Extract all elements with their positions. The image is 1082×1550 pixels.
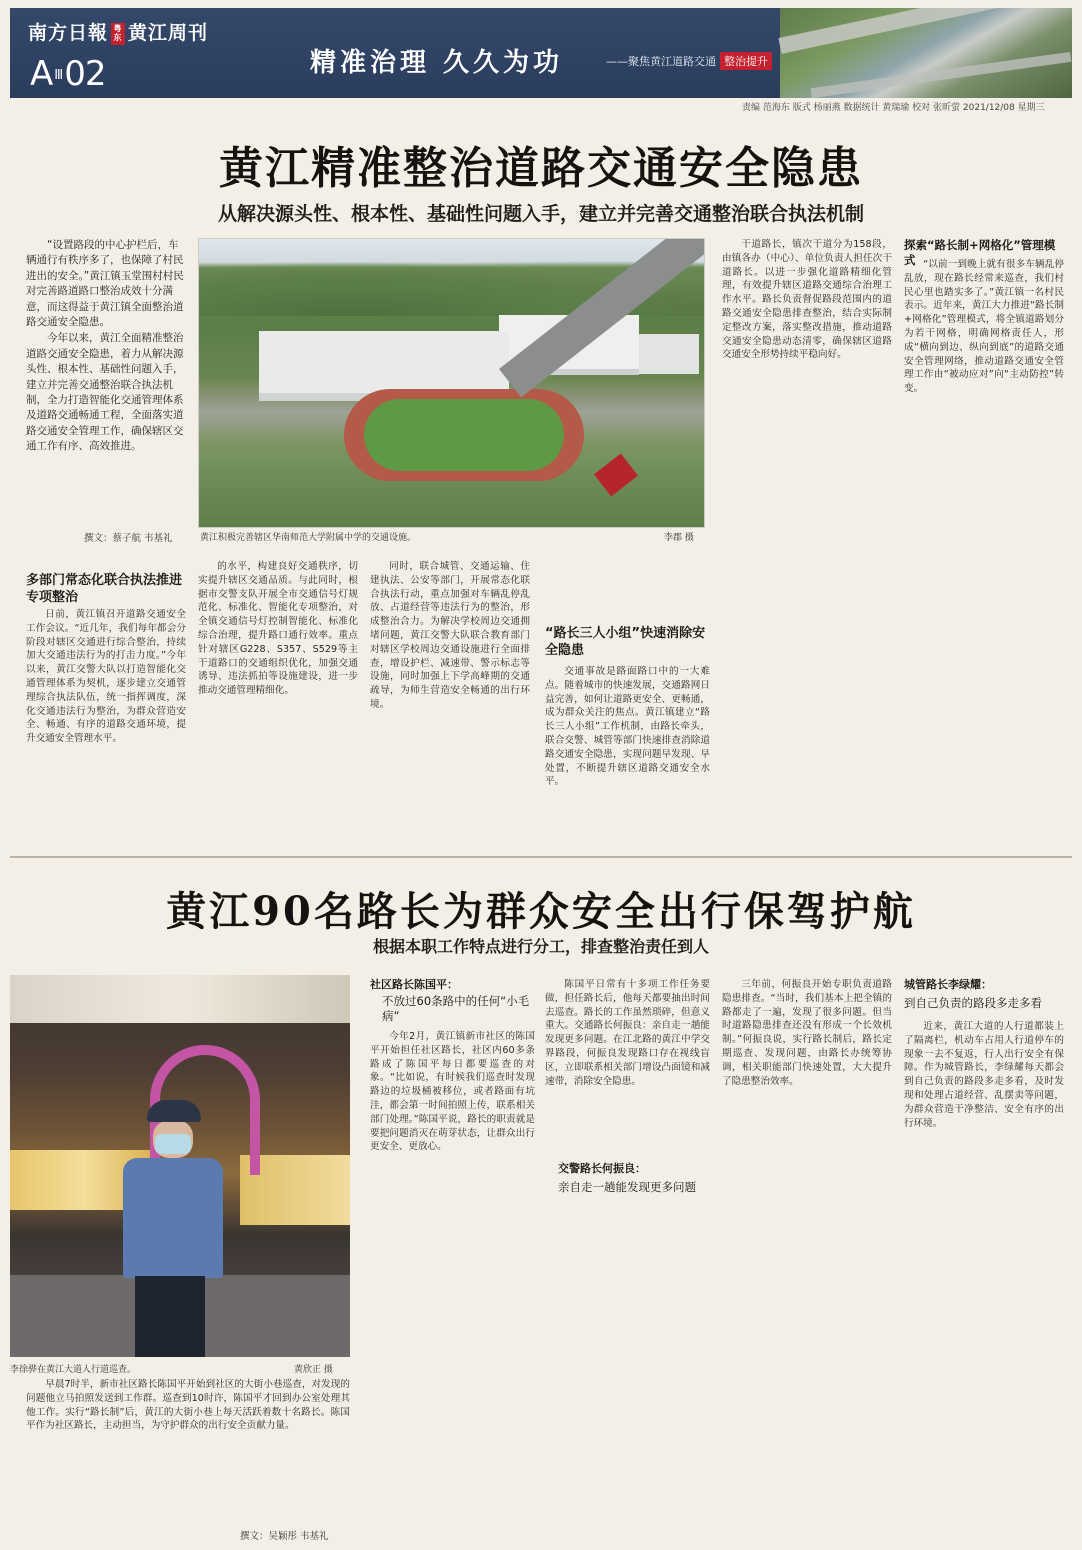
- photo-building: [639, 334, 699, 374]
- section-heading: 社区路长陈国平：: [370, 978, 458, 991]
- section-divider: [10, 856, 1072, 858]
- region-stamp: 粤东: [111, 23, 125, 45]
- section-subheading: 亲自走一趟能发现更多问题: [558, 1180, 696, 1194]
- photo-caption: 黄江积极完善辖区华南师范大学附属中学的交通设施。: [200, 533, 417, 543]
- lead-paragraph: “设置路段的中心护栏后，车辆通行有秩序多了，也保障了村民进出的安全。”黄江镇玉堂围村村民对完善路道路口整治成效十分满意，而这得益于黄江镇全面整治道路交通安全隐患。: [26, 239, 184, 329]
- story1-byline: 撰文：蔡子航 韦基礼: [84, 533, 173, 544]
- photo-warden-legs: [135, 1276, 205, 1357]
- article-column: 今年2月，黄江镇新市社区的陈国平开始担任社区路长，社区内60多条路成了陈国平每日都要巡查的对象。“比如说，有时候我们巡查时发现路边的垃圾桶被移位，或者路面有坑洼，都会第一时间拍照上传，联系相关部门处理。”陈国平说，路长的职责就是要把问题消灭在萌芽状态，让群众出行更安全、更放心。: [370, 1031, 535, 1153]
- photo-bus: [594, 454, 638, 497]
- section-subtitle: ——聚焦黄江道路交通 整治提升: [606, 52, 772, 70]
- article-column: “以前一到晚上就有很多车辆乱停乱放，现在路长经常来巡查，我们村民心里也踏实多了。”黄江镇一名村民表示。近年来，黄江大力推进“路长制+网格化”管理模式，将全镇道路划分为若干网格，明确网格责任人，形成“横向到边、纵向到底”的道路交通安全管理网络，推动道路交通安全管理工作由“被动应对”向“主动防控”转变。: [904, 259, 1064, 395]
- story2-byline: 撰文：吴颖彤 韦基礼: [240, 1531, 329, 1542]
- article-column: 日前，黄江镇召开道路交通安全工作会议。“近几年，我们每年都会分阶段对辖区交通进行综合整治，持续加大交通违法行为的打击力度。”今年以来，黄江交警大队以打造智能化交通管理体系为契机，逐步建立交通管理综合执法队伍，统一指挥调度，深化交通违法行为整治，为群众营造安全、畅通、有序的道路交通环境，提升交通安全管理水平。: [26, 609, 186, 745]
- photo-warden-mask: [155, 1134, 191, 1154]
- road-warden-photo: [10, 975, 350, 1357]
- photo-football-field: [364, 399, 564, 471]
- section-subheading: 不放过60条路中的任何“小毛病”: [382, 994, 530, 1023]
- article-intro: 早晨7时半，新市社区路长陈国平开始到社区的大街小巷巡查，对发现的问题他立马拍照发送到工作群。巡查到10时许，陈国平才回到办公室处理其他工作。实行“路长制”后，黄江的大街小巷上每天活跃着数十名路长。陈国平作为社区路长，主动担当，为守护群众的出行安全贡献力量。: [26, 1379, 350, 1432]
- masthead-banner: [10, 8, 1072, 98]
- article-column: 同时，联合城管、交通运输、住建执法、公安等部门，开展常态化联合执法行动，重点加强对车辆乱停乱放、占道经营等违法行为的整治，形成整治合力。为解决学校周边交通拥堵问题，黄江交警大队联合教育部门对辖区学校周边交通设施进行全面排查，增设护栏、减速带、警示标志等设施，同时加强上下学高峰期的交通疏导，为师生营造安全畅通的出行环境。: [370, 561, 530, 710]
- photo-warden-cap: [147, 1100, 201, 1122]
- page-number: A Ⅲ02: [30, 54, 106, 94]
- photo-credit: 李郡 摄: [664, 533, 694, 543]
- section-heading: “路长三人小组”快速消除安全隐患: [545, 626, 706, 658]
- photo-warden: [115, 1100, 225, 1357]
- photo-caption: 李徐骅在黄江大道人行道巡查。: [10, 1365, 137, 1375]
- lead-paragraph: 今年以来，黄江全面精准整治道路交通安全隐患，着力从解决源头性、根本性、基础性问题入手，建立并完善交通整治联合执法机制，全力打造智能化交通管理体系及道路交通畅通工程，全面落实道路交通安全管理工作，确保辖区交通工作有序、高效推进。: [26, 332, 184, 453]
- section-heading: 多部门常态化联合执法推进专项整治: [26, 573, 183, 605]
- article-column: 干道路长，镇次干道分为158段，由镇各办（中心）、单位负责人担任次干道路长。以进一步强化道路精细化管理，有效提升辖区道路交通综合治理工作水平。路长负责督促路段范围内的道路交通安全隐患排查整治，结合实际制定整改方案，落实整改措施，推动道路交通安全隐患动态清零，确保辖区道路交通安全形势持续平稳向好。: [722, 239, 892, 361]
- school-aerial-photo: [198, 238, 705, 528]
- article-column: 陈国平日常有十多项工作任务要做，担任路长后，他每天都要抽出时间去巡查。路长的工作虽然琐碎，但意义重大。交通路长何振良：亲自走一趟能发现更多问题。在江北路的黄江中学交界路段，何振良发现路口存在视线盲区，立即联系相关部门增设凸面镜和减速带，消除安全隐患。: [545, 979, 710, 1087]
- section-tag: 整治提升: [720, 52, 772, 70]
- article-column: 近来，黄江大道的人行道都装上了隔离栏，机动车占用人行道停车的现象一去不复返，行人出行安全有保障。作为城管路长，李绿耀每天都会到自己负责的路段多走多看，及时发现和处理占道经营、乱摆卖等问题，为群众营造干净整洁、安全有序的出行环境。: [904, 1021, 1064, 1129]
- photo-shop-sign: [10, 975, 350, 1023]
- article-column: 的水平，构建良好交通秩序，切实提升辖区交通品质。与此同时，根据市交警支队开展全市交通信号灯规范化、标准化、智能化专项整治，对全镇交通信号灯控制智能化、标准化综合治理，提升路口通行效率。重点针对辖区G228、S357、S529等主干道路口的交通组织优化，加强交通诱导、违法抓拍等设施建设，进一步推动交通管理精细化。: [198, 561, 358, 697]
- article-column: 三年前，何振良开始专职负责道路隐患排查。“当时，我们基本上把全镇的路都走了一遍，发现了很多问题。但当时道路隐患排查还没有形成一个长效机制。”何振良说，实行路长制后，路长定期巡查、发现问题，由路长办统筹协调，相关职能部门快速处置，大大提升了隐患整治效率。: [722, 979, 892, 1087]
- article-column: 交通事故是路面路口中的一大难点。随着城市的快速发展，交通路网日益完善，如何让道路更安全、更畅通，成为群众关注的焦点。黄江镇建立“路长三人小组”工作机制，由路长牵头，联合交警、城管等部门快速排查消除道路交通安全隐患，实现问题早发现、早处置，不断提升辖区道路交通安全水平。: [545, 666, 710, 788]
- section-subheading: 到自己负责的路段多走多看: [904, 996, 1042, 1010]
- story1-subtitle: 从解决源头性、根本性、基础性问题入手，建立并完善交通整治联合执法机制: [217, 203, 864, 225]
- newspaper-name: 南方日報 粤东 黄江周刊: [28, 22, 209, 44]
- story2-title: 黄江90名路长为群众安全出行保驾护航: [166, 888, 916, 935]
- story1-title: 黄江精准整治道路交通安全隐患: [219, 143, 863, 194]
- section-heading: 探索“路长制+网格化”管理模式: [904, 238, 1056, 267]
- section-heading: 城管路长李绿耀：: [904, 978, 992, 991]
- story2-subtitle: 根据本职工作特点进行分工，排查整治责任到人: [372, 937, 709, 956]
- photo-credit: 黄欣正 摄: [294, 1365, 333, 1375]
- section-heading: 交警路长何振良：: [558, 1162, 646, 1175]
- editor-credits: 责编 范海东 版式 杨丽燕 数据统计 黄瑞瑜 校对 张昕萤 2021/12/08 星期三: [742, 103, 1045, 113]
- story1-lead: [26, 238, 186, 456]
- photo-warden-body: [123, 1158, 223, 1278]
- section-headline: 精准治理 久久为功: [310, 48, 564, 78]
- section-name: 黄江周刊: [128, 22, 209, 44]
